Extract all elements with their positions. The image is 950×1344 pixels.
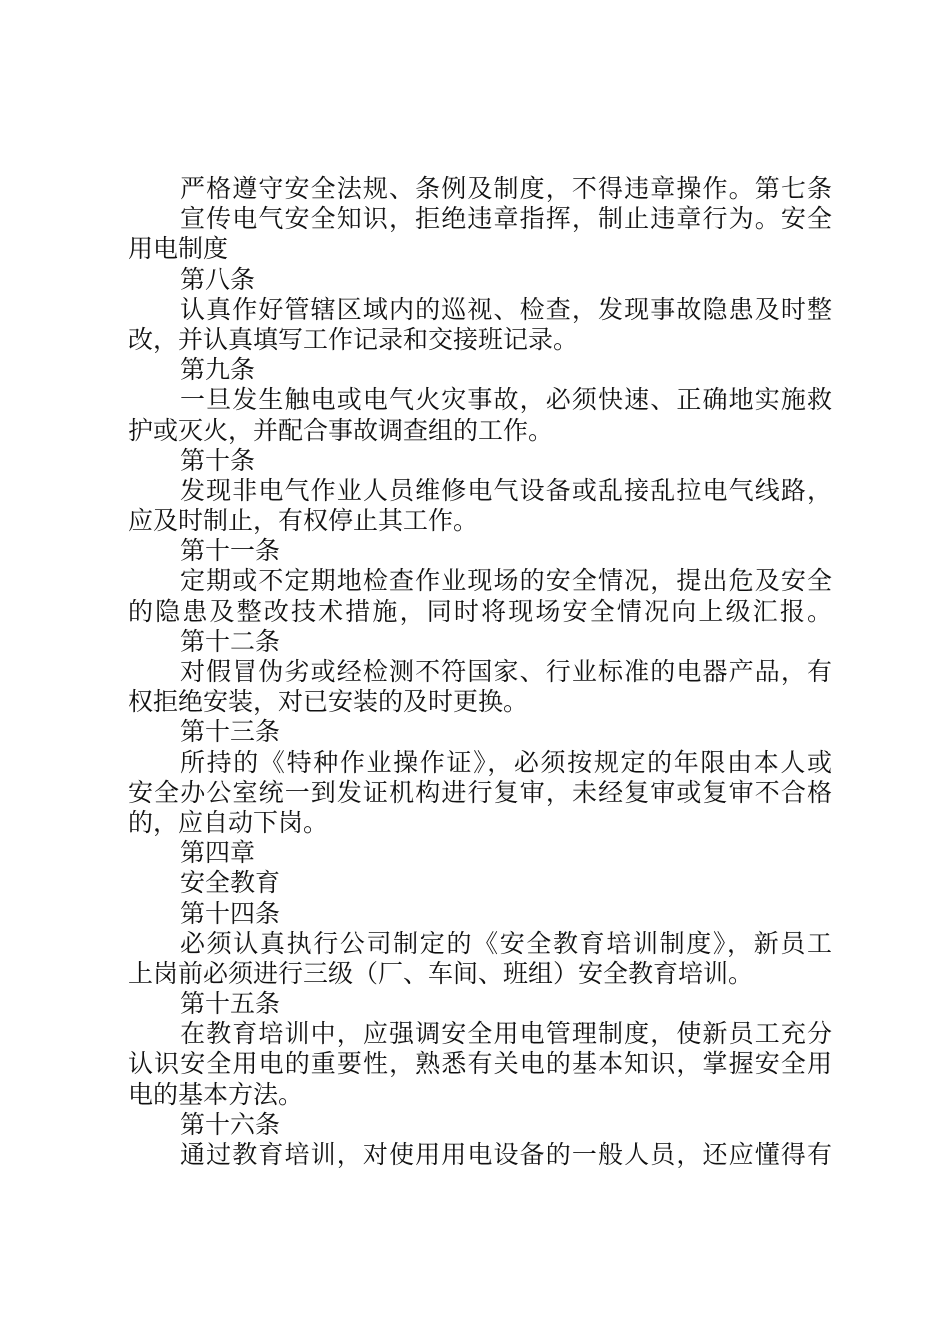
text-line: 电的基本方法。	[128, 1079, 304, 1109]
text-line: 发现非电气作业人员维修电气设备或乱接乱拉电气线路，	[180, 475, 832, 505]
text-line: 用电制度	[128, 234, 229, 264]
text-line: 安全办公室统一到发证机构进行复审，未经复审或复审不合格	[128, 777, 832, 807]
text-line: 必须认真执行公司制定的《安全教育培训制度》，新员工	[180, 928, 832, 958]
text-line: 一旦发生触电或电气火灾事故，必须快速、正确地实施救	[180, 385, 832, 415]
text-line: 第四章	[180, 838, 256, 868]
text-line: 第八条	[180, 264, 256, 294]
text-line: 改，并认真填写工作记录和交接班记录。	[128, 324, 579, 354]
text-line: 所持的《特种作业操作证》，必须按规定的年限由本人或	[180, 747, 832, 777]
text-line: 第十条	[180, 445, 256, 475]
text-line: 第十二条	[180, 626, 281, 656]
document-body	[128, 174, 832, 1170]
text-line: 第十六条	[180, 1109, 281, 1139]
text-line: 第九条	[180, 355, 256, 385]
text-line: 护或灭火，并配合事故调查组的工作。	[128, 415, 554, 445]
text-line: 第十四条	[180, 898, 281, 928]
text-line: 上岗前必须进行三级（厂、车间、班组）安全教育培训。	[128, 958, 754, 988]
text-line: 权拒绝安装，对已安装的及时更换。	[128, 687, 529, 717]
text-line: 第十三条	[180, 717, 281, 747]
text-line: 宣传电气安全知识，拒绝违章指挥，制止违章行为。安全	[180, 204, 832, 234]
text-line: 认真作好管辖区域内的巡视、检查，发现事故隐患及时整	[180, 294, 832, 324]
text-line: 第十一条	[180, 536, 281, 566]
text-line: 定期或不定期地检查作业现场的安全情况，提出危及安全	[180, 566, 832, 596]
text-line: 在教育培训中，应强调安全用电管理制度，使新员工充分	[180, 1019, 832, 1049]
text-line: 的隐患及整改技术措施，同时将现场安全情况向上级汇报。	[128, 596, 832, 626]
text-line: 安全教育	[180, 868, 281, 898]
text-line: 认识安全用电的重要性，熟悉有关电的基本知识，掌握安全用	[128, 1049, 832, 1079]
text-line: 的，应自动下岗。	[128, 807, 329, 837]
text-line: 通过教育培训，对使用用电设备的一般人员，还应懂得有	[180, 1140, 832, 1169]
text-line: 对假冒伪劣或经检测不符国家、行业标准的电器产品，有	[180, 657, 832, 686]
text-line: 应及时制止，有权停止其工作。	[128, 506, 479, 536]
text-line: 严格遵守安全法规、条例及制度，不得违章操作。第七条	[180, 174, 832, 203]
text-line: 第十五条	[180, 989, 281, 1019]
